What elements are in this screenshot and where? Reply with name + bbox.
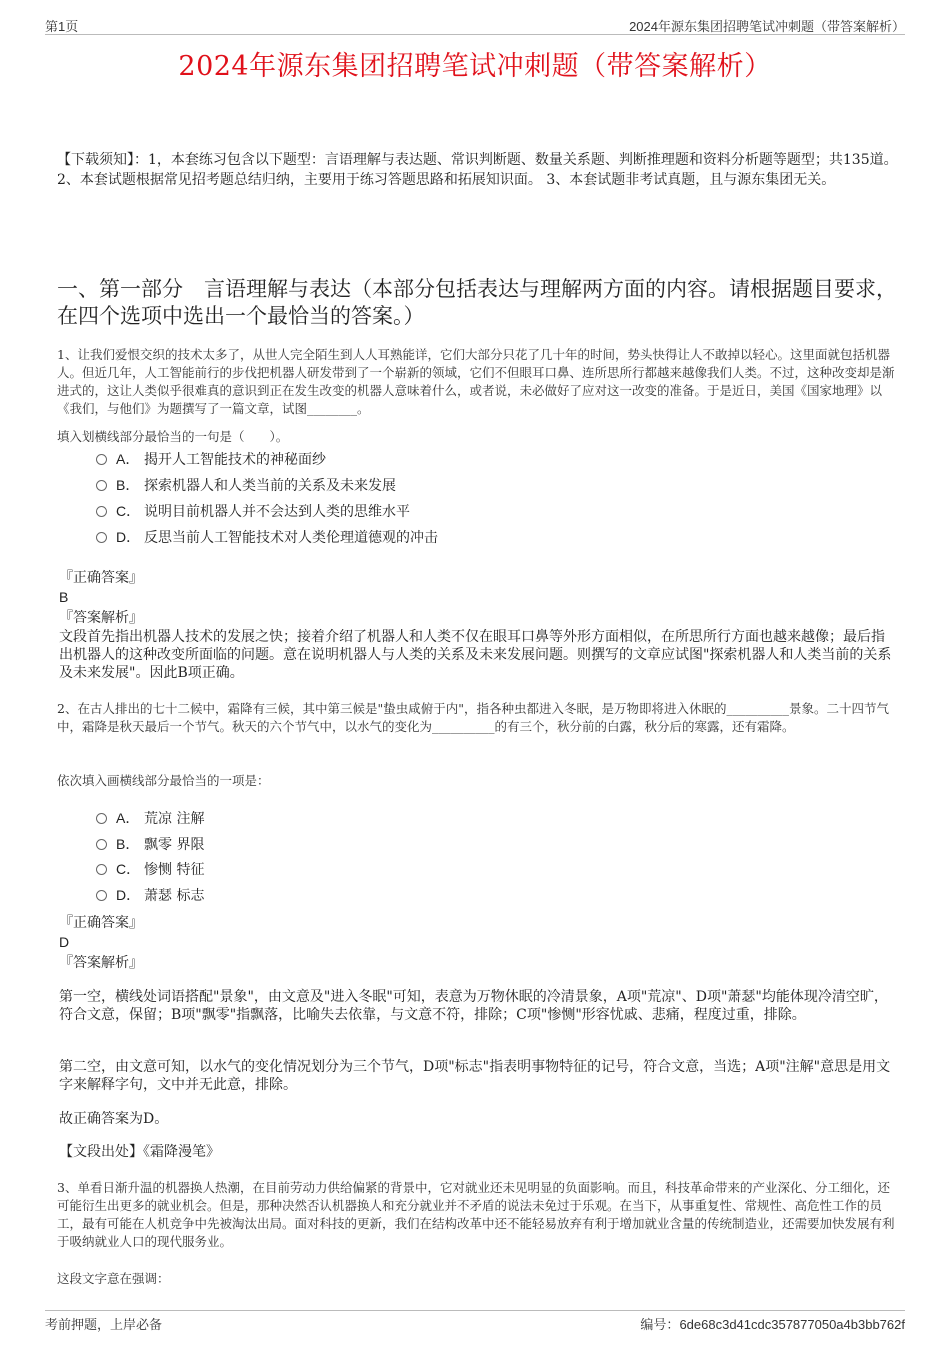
question-2-blank-1: __________: [726, 701, 789, 716]
document-code: 6de68c3d41cdc357877050a4b3bb762f: [679, 1317, 905, 1332]
radio-icon[interactable]: [96, 532, 107, 543]
question-1-stem: 1、让我们爱恨交织的技术太多了，从世人完全陌生到人人耳熟能详，它们大部分只花了几十年的时间，势头快得让人不敢掉以轻心。这里面就包括机器人。但近几年，人工智能前行的步伐把机器人研发带到了一个崭新的领域，它们不但眼耳口鼻、连所思所行都越来越像我们人类。不过，这种改变却是渐进式的，这让人类似乎很难真的意识到正在发生改变的机器人意味着什么，或者说，未必做好了应对这一改变的准备。于是近日，美国《国家地理》以《我们，与他们》为题撰写了一篇文章，试图________。: [57, 347, 895, 416]
radio-icon[interactable]: [96, 839, 107, 850]
question-3-prompt: 这段文字意在强调：: [57, 1271, 170, 1286]
radio-icon[interactable]: [96, 454, 107, 465]
question-2-option-b[interactable]: B． 飘零 界限: [96, 834, 204, 854]
question-2-blank-2: __________: [432, 719, 495, 734]
radio-icon[interactable]: [96, 864, 107, 875]
footer-code: 编号：6de68c3d41cdc357877050a4b3bb762f: [640, 1317, 905, 1333]
question-2-analysis-paragraph-3: 故正确答案为D。: [59, 1111, 169, 1127]
question-2-answer-label: 『正确答案』: [59, 915, 143, 931]
question-1-option-c[interactable]: C． 说明目前机器人并不会达到人类的思维水平: [96, 501, 410, 521]
question-1-answer: B: [59, 589, 69, 605]
question-2-analysis-paragraph-2: 第二空，由文意可知，以水气的变化情况划分为三个节气，D项"标志"指表明事物特征的记号，符合文意，当选；A项"注解"意思是用文字来解释字句，文中并无此意，排除。: [59, 1059, 891, 1093]
page-footer: [45, 1310, 905, 1333]
question-2-option-a[interactable]: A． 荒凉 注解: [96, 808, 204, 828]
question-2-analysis-label: 『答案解析』: [59, 955, 143, 971]
question-1-analysis-label: 『答案解析』: [59, 610, 143, 626]
question-1-answer-label: 『正确答案』: [59, 570, 143, 586]
question-1-option-a[interactable]: A． 揭开人工智能技术的神秘面纱: [96, 449, 326, 469]
question-2-analysis-paragraph-1: 第一空，横线处词语搭配"景象"，由文意及"进入冬眠"可知，表意为万物休眠的冷清景象，A项"荒凉"、D项"萧瑟"均能体现冷清空旷，符合文意，保留；B项"飘零"指飘落，比喻失去依靠，与文意不符，排除；C项"惨恻"形容忧戚、悲痛，程度过重，排除。: [59, 989, 888, 1023]
question-2-answer: D: [59, 934, 70, 950]
question-1-blank: ________: [307, 401, 358, 416]
radio-icon[interactable]: [96, 813, 107, 824]
question-2-source: 【文段出处】《霜降漫笔》: [59, 1144, 220, 1160]
page-header: [45, 14, 905, 35]
radio-icon[interactable]: [96, 890, 107, 901]
question-2-stem: 2、在古人排出的七十二候中，霜降有三候，其中第三候是"蛰虫咸俯于内"，指各种虫都进入冬眠，是万物即将进入休眠的__________景象。二十四节气中，霜降是秋天最后一个节气。秋天的六个节气中，以水气的变化为__________的有三个，秋分前的白露，秋分后的寒露，还有霜降。: [57, 701, 889, 734]
question-3-stem: 3、单看日渐升温的机器换人热潮，在目前劳动力供给偏紧的背景中，它对就业还未见明显的负面影响。而且，科技革命带来的产业深化、分工细化，还可能衍生出更多的就业机会。但是，那种决然否认机器换人和充分就业并不矛盾的说法未免过于乐观。在当下，从事重复性、常规性、高危性工作的员工，最有可能在人机竞争中先被淘汰出局。面对科技的更新，我们在结构改革中还不能轻易放弃有利于增加就业含量的传统制造业，还需要加快发展有利于吸纳就业人口的现代服务业。: [57, 1180, 895, 1249]
document-title: 2024年源东集团招聘笔试冲刺题（带答案解析）: [178, 51, 772, 82]
question-2-prompt: 依次填入画横线部分最恰当的一项是：: [57, 773, 270, 788]
header-doc-title: 2024年源东集团招聘笔试冲刺题（带答案解析）: [629, 19, 905, 34]
footer-slogan: 考前押题，上岸必备: [45, 1318, 163, 1333]
question-1-option-d[interactable]: D． 反思当前人工智能技术对人类伦理道德观的冲击: [96, 527, 438, 547]
radio-icon[interactable]: [96, 506, 107, 517]
question-2-option-c[interactable]: C． 惨恻 特征: [96, 859, 204, 879]
question-2-option-d[interactable]: D． 萧瑟 标志: [96, 885, 204, 905]
page-number: 第1页: [45, 19, 79, 34]
question-1-prompt: 填入划横线部分最恰当的一句是（ ）。: [57, 429, 289, 444]
section-heading: 一、第一部分 言语理解与表达（本部分包括表达与理解两方面的内容。请根据题目要求，在四个选项中选出一个最恰当的答案。）: [57, 277, 897, 328]
radio-icon[interactable]: [96, 480, 107, 491]
download-notice: 【下载须知】：1，本套练习包含以下题型：言语理解与表达题、常识判断题、数量关系题、判断推理题和资料分析题等题型；共135道。 2、本套试题根据常见招考题总结归纳，主要用于练习答题思路和拓展知识面。 3、本套试题非考试真题，且与源东集团无关。: [57, 152, 898, 188]
question-1-analysis: 文段首先指出机器人技术的发展之快；接着介绍了机器人和人类不仅在眼耳口鼻等外形方面相似，在所思所行方面也越来越像；最后指出机器人的这种改变所面临的问题。意在说明机器人与人类的关系及未来发展问题。则撰写的文章应试图"探索机器人和人类当前的关系及未来发展"。因此B项正确。: [59, 629, 892, 681]
question-1-option-b[interactable]: B． 探索机器人和人类当前的关系及未来发展: [96, 475, 396, 495]
